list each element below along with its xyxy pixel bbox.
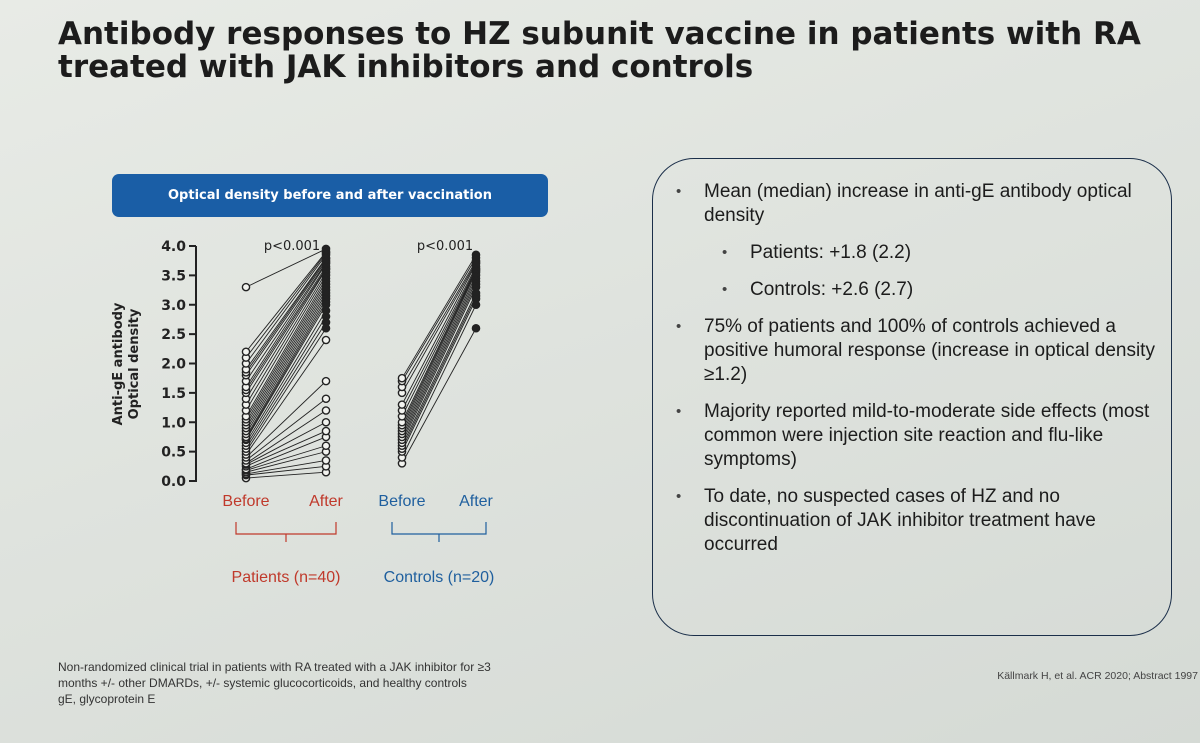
response-line bbox=[402, 261, 476, 387]
response-line bbox=[246, 431, 326, 466]
y-axis-label: Optical density bbox=[127, 308, 142, 420]
response-line bbox=[246, 437, 326, 469]
bullet-item: • Mean (median) increase in anti-gE antibody optical density bbox=[676, 180, 1156, 228]
y-tick-label: 0.5 bbox=[161, 444, 186, 461]
y-tick-label: 1.0 bbox=[161, 415, 186, 432]
bullet-item: • Patients: +1.8 (2.2) bbox=[722, 241, 1156, 265]
y-tick-label: 2.5 bbox=[161, 327, 186, 344]
after-point bbox=[322, 427, 329, 434]
response-line bbox=[246, 261, 326, 376]
y-tick-label: 4.0 bbox=[161, 239, 186, 255]
y-tick-label: 3.5 bbox=[161, 268, 186, 285]
slide-title-line: Antibody responses to HZ subunit vaccine in patients with RA bbox=[58, 16, 1141, 52]
slide-title-line: treated with JAK inhibitors and controls bbox=[58, 49, 754, 85]
group-bracket bbox=[236, 522, 336, 542]
summary-bullets bbox=[676, 180, 1156, 570]
after-point bbox=[322, 336, 329, 343]
y-tick-label: 1.5 bbox=[161, 385, 186, 402]
y-tick-label: 0.0 bbox=[161, 474, 186, 490]
after-point bbox=[322, 442, 329, 449]
p-value-label: p<0.001 bbox=[416, 239, 474, 254]
citation: Källmark H, et al. ACR 2020; Abstract 1997 bbox=[997, 670, 1198, 682]
after-point bbox=[322, 419, 329, 426]
response-line bbox=[246, 452, 326, 473]
chart-title: Optical density before and after vaccination bbox=[168, 188, 492, 203]
response-line bbox=[246, 296, 326, 434]
response-line bbox=[402, 287, 476, 443]
response-line bbox=[402, 268, 476, 416]
after-point bbox=[322, 395, 329, 402]
after-point bbox=[322, 407, 329, 414]
before-point bbox=[242, 284, 249, 291]
x-tick-label: Before bbox=[378, 493, 426, 510]
bullet-item: • 75% of patients and 100% of controls achieved a positive humoral response (increase in optical density ≥1.2) bbox=[676, 315, 1156, 387]
response-line bbox=[402, 264, 476, 405]
response-line bbox=[246, 472, 326, 478]
group-label: Controls (n=20) bbox=[383, 569, 495, 586]
after-point bbox=[472, 251, 479, 258]
x-tick-label: Before bbox=[222, 493, 270, 510]
bullet-item: • To date, no suspected cases of HZ and no discontinuation of JAK inhibitor treatment have occurred bbox=[676, 485, 1156, 557]
response-line bbox=[246, 287, 326, 425]
footnote-line: gE, glycoprotein E bbox=[58, 692, 156, 706]
response-line bbox=[246, 317, 326, 446]
after-point bbox=[322, 457, 329, 464]
after-point bbox=[472, 325, 479, 332]
after-point bbox=[322, 378, 329, 385]
bullet-item: • Majority reported mild-to-moderate side effects (most common were injection site reaction and flu-like symptoms) bbox=[676, 400, 1156, 472]
y-tick-label: 2.0 bbox=[161, 356, 186, 373]
response-line bbox=[402, 272, 476, 428]
response-line bbox=[402, 270, 476, 423]
chart-area bbox=[0, 0, 640, 620]
y-tick-label: 3.0 bbox=[161, 297, 186, 314]
before-point bbox=[242, 348, 249, 355]
footnote-line: months +/- other DMARDs, +/- systemic glucocorticoids, and healthy controls bbox=[58, 676, 467, 690]
response-line bbox=[402, 275, 476, 431]
y-axis-label: Anti-gE antibody bbox=[111, 302, 126, 426]
before-point bbox=[398, 401, 405, 408]
x-tick-label: After bbox=[459, 493, 493, 510]
x-tick-label: After bbox=[309, 493, 343, 510]
response-line bbox=[246, 290, 326, 428]
footnote bbox=[58, 659, 618, 707]
group-label: Patients (n=40) bbox=[231, 569, 341, 586]
p-value-label: p<0.001 bbox=[263, 239, 321, 254]
footnote-line: Non-randomized clinical trial in patients with RA treated with a JAK inhibitor for ≥3 bbox=[58, 660, 491, 674]
response-line bbox=[402, 278, 476, 434]
group-bracket bbox=[392, 522, 486, 542]
response-line bbox=[402, 299, 476, 452]
response-line bbox=[402, 267, 476, 411]
before-point bbox=[398, 375, 405, 382]
bullet-item: • Controls: +2.6 (2.7) bbox=[722, 278, 1156, 302]
response-line bbox=[246, 270, 326, 399]
after-point bbox=[322, 245, 329, 252]
